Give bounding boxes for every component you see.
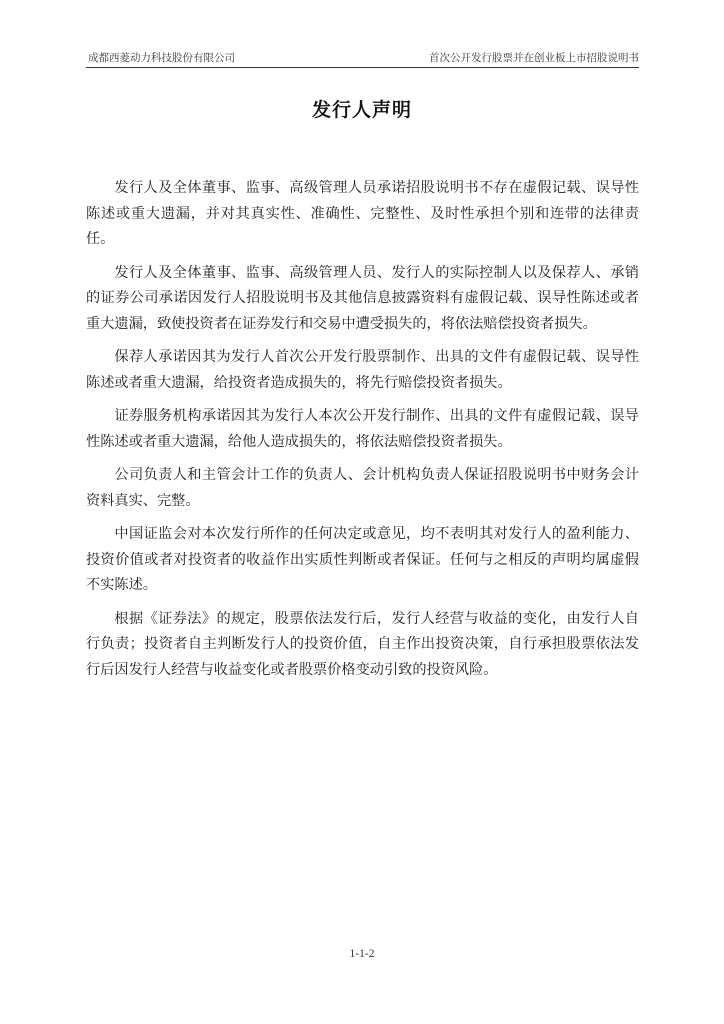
- running-header: [86, 50, 639, 67]
- paragraph-6: 中国证监会对本次发行所作的任何决定或意见，均不表明其对发行人的盈利能力、投资价值或者对投资者的收益作出实质性判断或者保证。任何与之相反的声明均属虚假不实陈述。: [86, 526, 639, 593]
- paragraph-4: 证券服务机构承诺因其为发行人本次公开发行制作、出具的文件有虚假记载、误导性陈述或者重大遗漏，给他人造成损失的，将依法赔偿投资者损失。: [86, 408, 639, 450]
- paragraph-7: 根据《证券法》的规定，股票依法发行后，发行人经营与收益的变化，由发行人自行负责；投资者自主判断发行人的投资价值，自主作出投资决策，自行承担股票依法发行后因发行人经营与收益变化或者股票价格变动引致的投资风险。: [86, 610, 639, 678]
- header-divider: [86, 67, 639, 68]
- page-title: 发行人声明: [311, 99, 412, 121]
- paragraph-3: 保荐人承诺因其为发行人首次公开发行股票制作、出具的文件有虚假记载、误导性陈述或者重大遗漏，给投资者造成损失的，将先行赔偿投资者损失。: [86, 349, 639, 391]
- page-number: 1-1-2: [349, 948, 375, 960]
- statement-body: [86, 176, 639, 691]
- paragraph-5: 公司负责人和主管会计工作的负责人、会计机构负责人保证招股说明书中财务会计资料真实、完整。: [86, 467, 639, 509]
- paragraph-2: 发行人及全体董事、监事、高级管理人员、发行人的实际控制人以及保荐人、承销的证券公司承诺因发行人招股说明书及其他信息披露资料有虚假记载、误导性陈述或者重大遗漏，致使投资者在证券发行和交易中遭受损失的，将依法赔偿投资者损失。: [86, 264, 639, 332]
- paragraph-1: 发行人及全体董事、监事、高级管理人员承诺招股说明书不存在虚假记载、误导性陈述或重大遗漏，并对其真实性、准确性、完整性、及时性承担个别和连带的法律责任。: [86, 180, 639, 247]
- header-document-title: 首次公开发行股票并在创业板上市招股说明书: [429, 52, 639, 64]
- header-company-name: 成都西菱动力科技股份有限公司: [88, 52, 235, 64]
